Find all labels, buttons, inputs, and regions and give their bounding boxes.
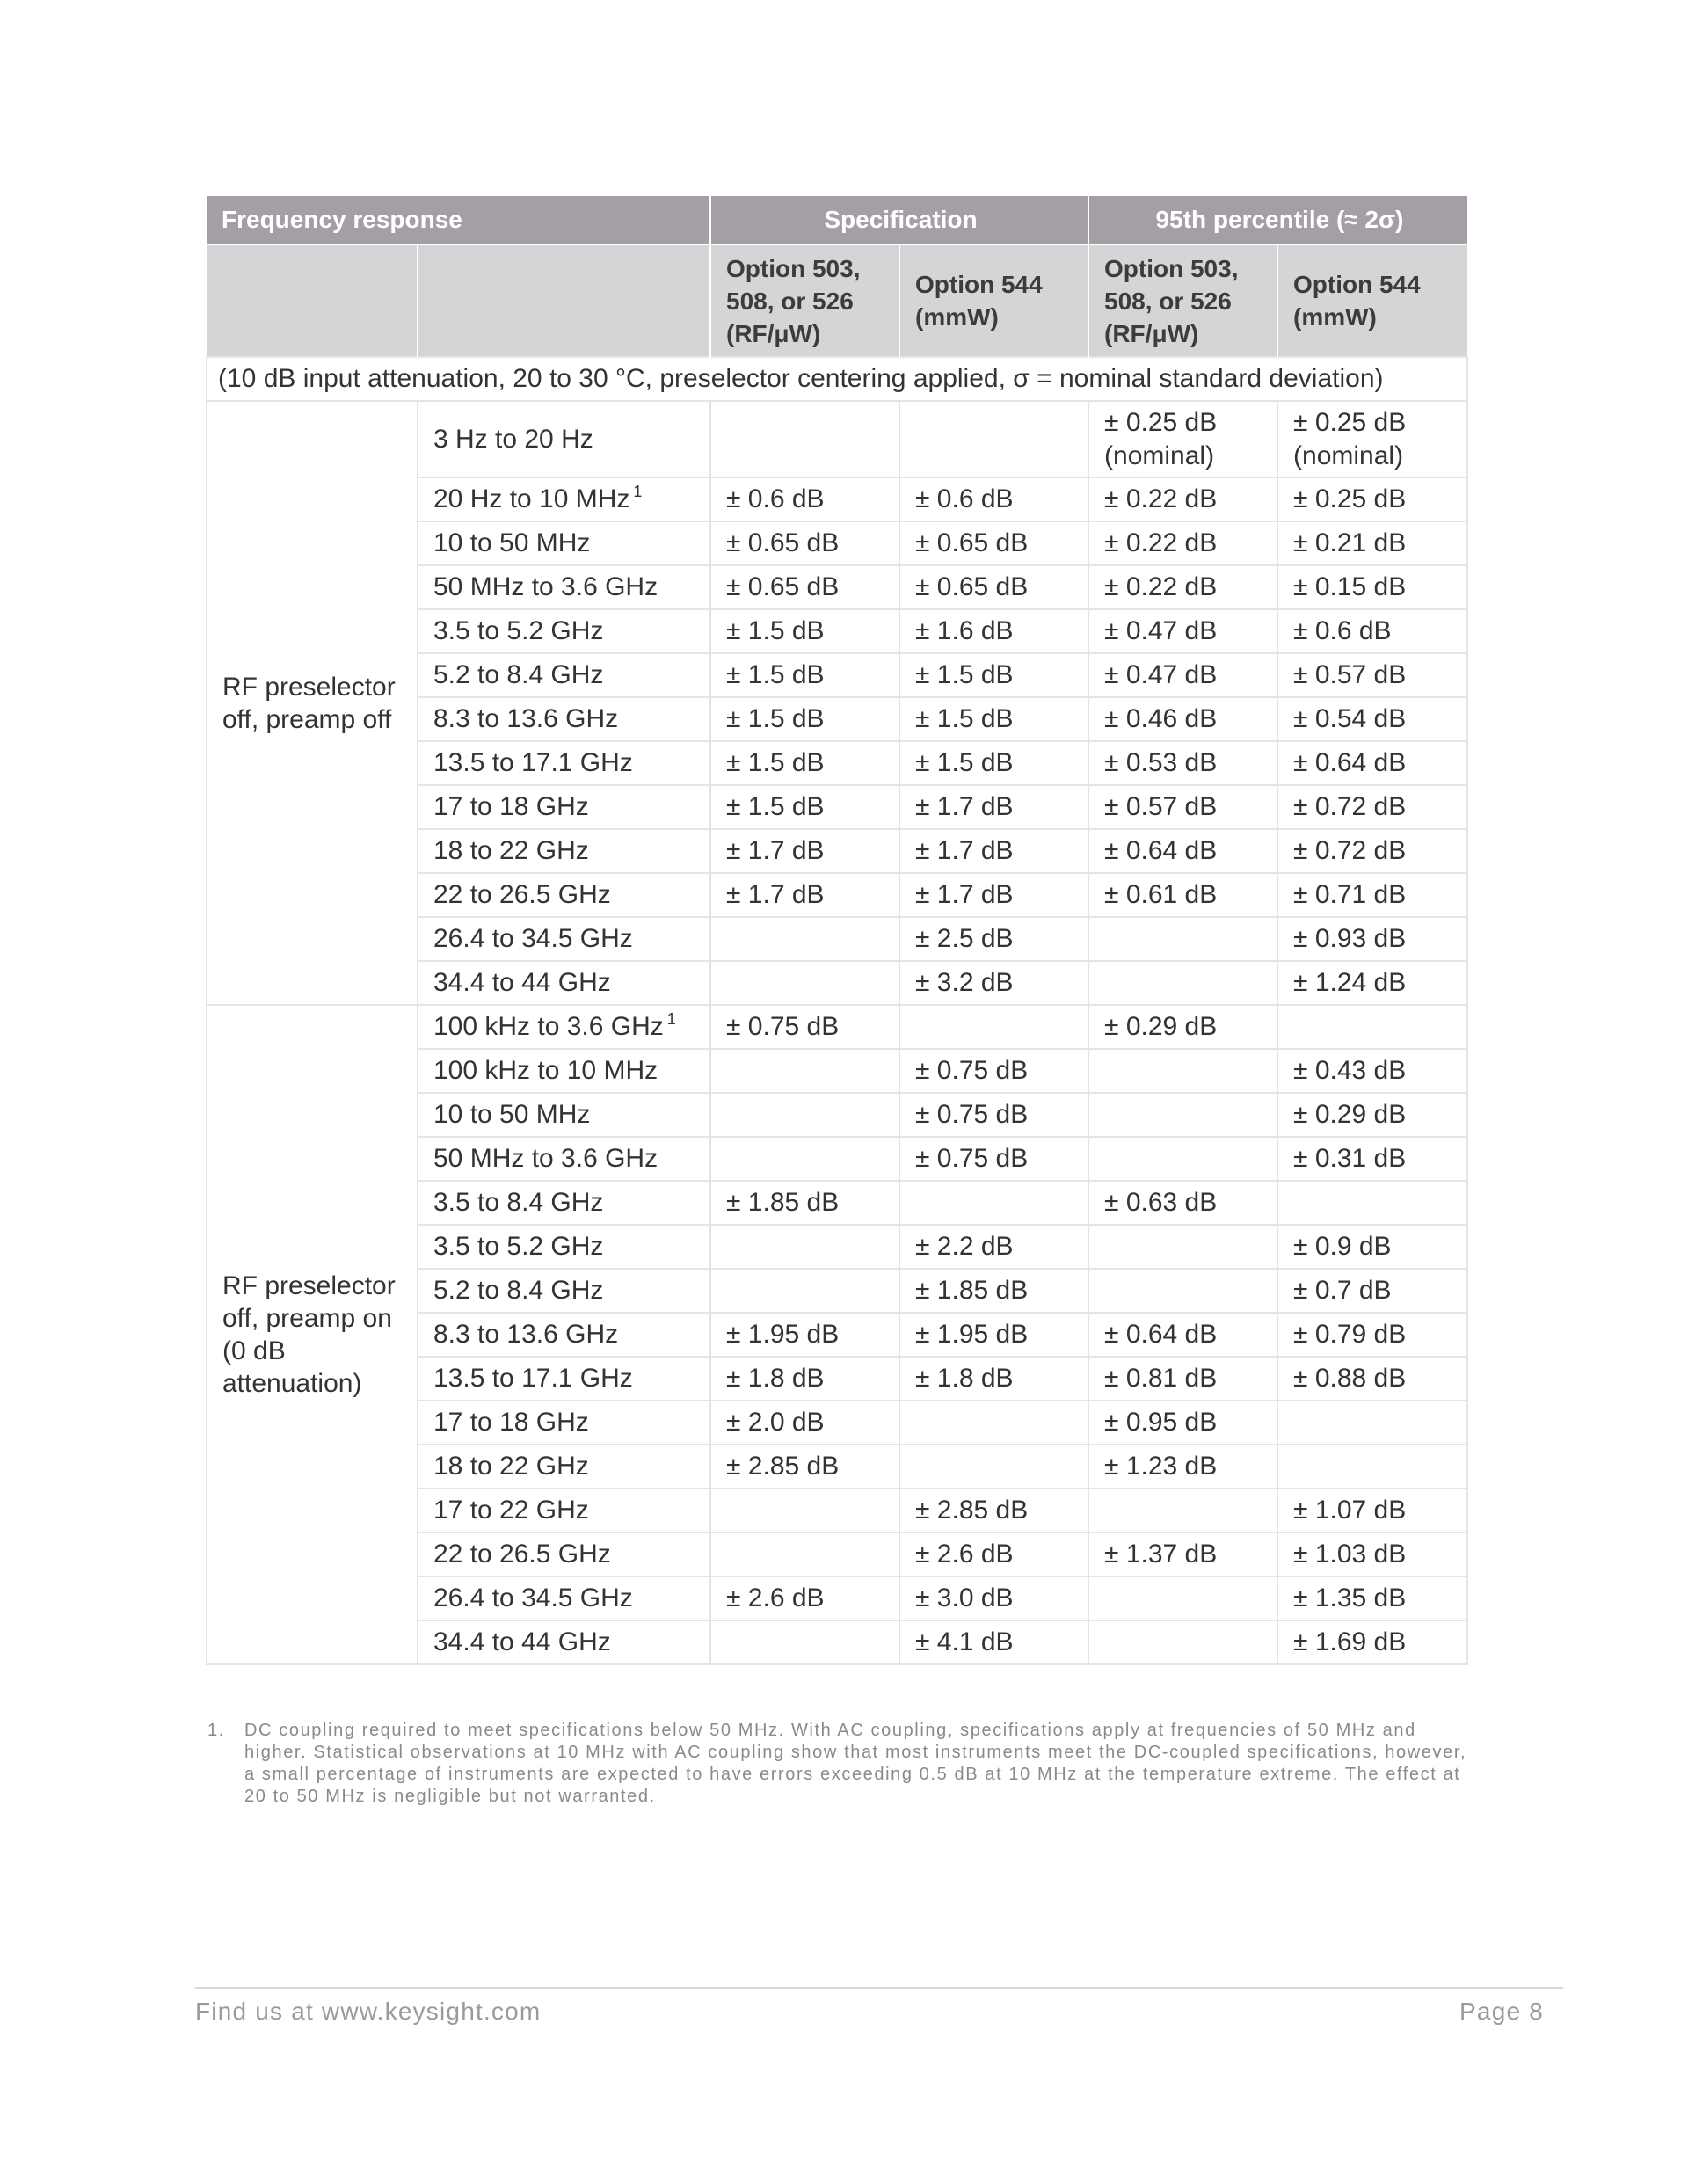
p95-option-544-cell: ± 0.57 dB: [1277, 653, 1467, 697]
footnote-text: DC coupling required to meet specifications below 50 MHz. With AC coupling, specifications apply at frequencies of 50 MHz and higher. Statistical observations at 10 MHz with AC coupling show that most instruments meet the DC-coupled specifications, however, a small percentage of instruments are expected to have errors exceeding 0.5 dB at 10 MHz at the temperature extreme. The effect at 20 to 50 MHz is negligible but not warranted.: [244, 1721, 1467, 1806]
p95-option-544-cell: ± 0.93 dB: [1277, 917, 1467, 961]
frequency-range-cell: [418, 609, 710, 653]
p95-option-544-cell: ± 0.15 dB: [1277, 565, 1467, 609]
p95-option-544-cell: ± 0.31 dB: [1277, 1137, 1467, 1181]
p95-option-544-cell: ± 0.6 dB: [1277, 609, 1467, 653]
spec-option-503-cell: ± 1.5 dB: [710, 653, 899, 697]
p95-option-544-cell: ± 0.79 dB: [1277, 1313, 1467, 1357]
spec-option-503-cell: ± 1.85 dB: [710, 1181, 899, 1225]
frequency-range-text: 22 to 26.5 GHz: [433, 1540, 611, 1569]
footnotes: [207, 1720, 1473, 1808]
frequency-range-text: 10 to 50 MHz: [433, 528, 591, 557]
spec-option-544-cell: ± 0.6 dB: [899, 477, 1088, 521]
p95-option-544-cell: ± 0.25 dB: [1277, 477, 1467, 521]
frequency-range-cell: [418, 1489, 710, 1532]
frequency-range-text: 34.4 to 44 GHz: [433, 1627, 611, 1656]
frequency-range-cell: [418, 401, 710, 477]
frequency-range-cell: [418, 785, 710, 829]
footer-divider: [195, 1987, 1563, 1989]
frequency-range-cell: [418, 653, 710, 697]
spec-option-544-cell: ± 1.85 dB: [899, 1269, 1088, 1313]
spec-option-503-cell: ± 1.95 dB: [710, 1313, 899, 1357]
table-row: [207, 401, 1467, 477]
spec-option-503-cell: [710, 1489, 899, 1532]
spec-option-503-cell: [710, 401, 899, 477]
spec-option-503-cell: ± 1.8 dB: [710, 1357, 899, 1401]
spec-option-503-cell: [710, 1620, 899, 1664]
spec-option-544-cell: ± 0.75 dB: [899, 1137, 1088, 1181]
spec-option-544-cell: ± 3.2 dB: [899, 961, 1088, 1005]
frequency-range-text: 10 to 50 MHz: [433, 1100, 591, 1129]
spec-option-544-cell: [899, 1445, 1088, 1489]
spec-option-544-cell: ± 2.2 dB: [899, 1225, 1088, 1269]
p95-option-544-cell: ± 0.72 dB: [1277, 785, 1467, 829]
spec-option-544-cell: ± 2.5 dB: [899, 917, 1088, 961]
spec-option-503-cell: ± 1.7 dB: [710, 873, 899, 917]
frequency-range-text: 100 kHz to 10 MHz: [433, 1056, 658, 1085]
spec-option-544-cell: ± 0.75 dB: [899, 1049, 1088, 1093]
frequency-range-text: 26.4 to 34.5 GHz: [433, 924, 633, 953]
frequency-range-cell: [418, 1620, 710, 1664]
p95-option-544-cell: ± 0.7 dB: [1277, 1269, 1467, 1313]
subheader-empty-2: [418, 244, 710, 357]
spec-option-544-cell: ± 1.8 dB: [899, 1357, 1088, 1401]
header-95th-percentile: 95th percentile (≈ 2σ): [1088, 196, 1467, 244]
frequency-range-text: 17 to 22 GHz: [433, 1496, 589, 1525]
p95-option-544-cell: ± 0.25 dB (nominal): [1277, 401, 1467, 477]
p95-option-503-cell: ± 1.37 dB: [1088, 1532, 1277, 1576]
spec-option-544-cell: ± 2.6 dB: [899, 1532, 1088, 1576]
p95-option-544-cell: ± 0.72 dB: [1277, 829, 1467, 873]
table-header-row: [207, 196, 1467, 244]
p95-option-544-cell: ± 1.07 dB: [1277, 1489, 1467, 1532]
spec-option-544-cell: ± 1.7 dB: [899, 829, 1088, 873]
subheader-empty-1: [207, 244, 418, 357]
footnote-item: [207, 1720, 1473, 1808]
spec-option-544-cell: ± 4.1 dB: [899, 1620, 1088, 1664]
p95-option-503-cell: ± 0.29 dB: [1088, 1005, 1277, 1049]
subheader-spec-option-503: Option 503, 508, or 526 (RF/μW): [710, 244, 899, 357]
spec-option-544-cell: ± 1.6 dB: [899, 609, 1088, 653]
p95-option-544-cell: ± 1.24 dB: [1277, 961, 1467, 1005]
p95-option-544-cell: ± 0.29 dB: [1277, 1093, 1467, 1137]
spec-option-544-cell: ± 1.7 dB: [899, 785, 1088, 829]
p95-option-544-cell: ± 0.71 dB: [1277, 873, 1467, 917]
p95-option-503-cell: [1088, 1093, 1277, 1137]
frequency-range-text: 3.5 to 8.4 GHz: [433, 1188, 604, 1217]
footnote-reference: 1: [633, 483, 643, 500]
spec-option-503-cell: ± 1.5 dB: [710, 697, 899, 741]
spec-option-503-cell: ± 0.65 dB: [710, 565, 899, 609]
frequency-range-text: 50 MHz to 3.6 GHz: [433, 1144, 658, 1173]
frequency-range-cell: [418, 1576, 710, 1620]
frequency-range-cell: [418, 1357, 710, 1401]
p95-option-503-cell: ± 0.95 dB: [1088, 1401, 1277, 1445]
spec-option-503-cell: [710, 1137, 899, 1181]
frequency-range-cell: [418, 521, 710, 565]
p95-option-503-cell: ± 0.64 dB: [1088, 829, 1277, 873]
frequency-range-cell: [418, 1093, 710, 1137]
footnote-number: 1.: [207, 1721, 225, 1740]
p95-option-503-cell: [1088, 1225, 1277, 1269]
p95-option-544-cell: ± 0.88 dB: [1277, 1357, 1467, 1401]
p95-option-503-cell: ± 1.23 dB: [1088, 1445, 1277, 1489]
frequency-range-text: 17 to 18 GHz: [433, 1408, 589, 1437]
table-row: [207, 1005, 1467, 1049]
header-specification: Specification: [710, 196, 1088, 244]
frequency-range-text: 18 to 22 GHz: [433, 1452, 589, 1481]
frequency-range-text: 3.5 to 5.2 GHz: [433, 1232, 604, 1261]
p95-option-544-cell: ± 0.43 dB: [1277, 1049, 1467, 1093]
p95-option-503-cell: ± 0.22 dB: [1088, 521, 1277, 565]
frequency-range-cell: [418, 829, 710, 873]
spec-option-503-cell: ± 0.65 dB: [710, 521, 899, 565]
spec-option-503-cell: ± 2.85 dB: [710, 1445, 899, 1489]
frequency-range-text: 26.4 to 34.5 GHz: [433, 1583, 633, 1613]
p95-option-503-cell: ± 0.53 dB: [1088, 741, 1277, 785]
frequency-range-cell: [418, 1445, 710, 1489]
p95-option-544-cell: [1277, 1005, 1467, 1049]
spec-option-503-cell: ± 1.5 dB: [710, 609, 899, 653]
spec-option-544-cell: ± 1.7 dB: [899, 873, 1088, 917]
frequency-range-text: 3.5 to 5.2 GHz: [433, 616, 604, 645]
spec-option-503-cell: ± 1.7 dB: [710, 829, 899, 873]
frequency-range-cell: [418, 1005, 710, 1049]
frequency-range-cell: [418, 1269, 710, 1313]
spec-option-544-cell: [899, 1181, 1088, 1225]
frequency-range-cell: [418, 565, 710, 609]
frequency-range-text: 34.4 to 44 GHz: [433, 968, 611, 997]
spec-option-503-cell: [710, 961, 899, 1005]
spec-option-503-cell: [710, 1532, 899, 1576]
p95-option-503-cell: ± 0.22 dB: [1088, 565, 1277, 609]
spec-option-544-cell: ± 0.65 dB: [899, 521, 1088, 565]
spec-option-544-cell: ± 0.65 dB: [899, 565, 1088, 609]
p95-option-503-cell: [1088, 1137, 1277, 1181]
p95-option-544-cell: ± 1.35 dB: [1277, 1576, 1467, 1620]
frequency-range-text: 100 kHz to 3.6 GHz: [433, 1012, 664, 1041]
footer-website: Find us at www.keysight.com: [195, 1998, 542, 2025]
p95-option-503-cell: [1088, 1489, 1277, 1532]
spec-option-544-cell: ± 1.5 dB: [899, 697, 1088, 741]
subheader-p95-option-544: Option 544 (mmW): [1277, 244, 1467, 357]
spec-option-544-cell: [899, 401, 1088, 477]
frequency-range-cell: [418, 1532, 710, 1576]
spec-option-503-cell: [710, 1049, 899, 1093]
group-label: RF preselector off, preamp off: [207, 401, 418, 1005]
frequency-range-text: 3 Hz to 20 Hz: [433, 424, 593, 454]
subheader-spec-option-544: Option 544 (mmW): [899, 244, 1088, 357]
frequency-range-cell: [418, 697, 710, 741]
frequency-range-cell: [418, 1049, 710, 1093]
p95-option-544-cell: [1277, 1445, 1467, 1489]
frequency-range-text: 20 Hz to 10 MHz: [433, 484, 630, 513]
p95-option-503-cell: [1088, 961, 1277, 1005]
p95-option-503-cell: [1088, 1576, 1277, 1620]
spec-option-503-cell: ± 0.75 dB: [710, 1005, 899, 1049]
spec-option-503-cell: ± 1.5 dB: [710, 785, 899, 829]
p95-option-544-cell: ± 0.64 dB: [1277, 741, 1467, 785]
table-subheader-row: [207, 244, 1467, 357]
p95-option-544-cell: ± 1.03 dB: [1277, 1532, 1467, 1576]
frequency-range-cell: [418, 1313, 710, 1357]
p95-option-544-cell: ± 0.9 dB: [1277, 1225, 1467, 1269]
frequency-range-cell: [418, 1401, 710, 1445]
p95-option-503-cell: [1088, 1620, 1277, 1664]
conditions-note: (10 dB input attenuation, 20 to 30 °C, preselector centering applied, σ = nominal standard deviation): [207, 357, 1467, 401]
p95-option-503-cell: [1088, 1269, 1277, 1313]
spec-option-544-cell: ± 3.0 dB: [899, 1576, 1088, 1620]
p95-option-503-cell: ± 0.46 dB: [1088, 697, 1277, 741]
spec-option-503-cell: [710, 1225, 899, 1269]
spec-option-503-cell: ± 2.6 dB: [710, 1576, 899, 1620]
spec-option-503-cell: [710, 917, 899, 961]
frequency-range-text: 5.2 to 8.4 GHz: [433, 660, 604, 689]
p95-option-503-cell: [1088, 1049, 1277, 1093]
p95-option-544-cell: [1277, 1181, 1467, 1225]
frequency-range-text: 5.2 to 8.4 GHz: [433, 1276, 604, 1305]
group-label: RF preselector off, preamp on (0 dB attenuation): [207, 1005, 418, 1664]
table-body: [207, 357, 1467, 1664]
spec-option-544-cell: ± 1.95 dB: [899, 1313, 1088, 1357]
p95-option-544-cell: ± 0.54 dB: [1277, 697, 1467, 741]
conditions-row: [207, 357, 1467, 401]
p95-option-544-cell: [1277, 1401, 1467, 1445]
frequency-range-cell: [418, 741, 710, 785]
spec-option-544-cell: ± 1.5 dB: [899, 653, 1088, 697]
frequency-range-cell: [418, 1225, 710, 1269]
p95-option-503-cell: ± 0.81 dB: [1088, 1357, 1277, 1401]
spec-option-544-cell: [899, 1005, 1088, 1049]
spec-option-544-cell: ± 0.75 dB: [899, 1093, 1088, 1137]
p95-option-503-cell: ± 0.64 dB: [1088, 1313, 1277, 1357]
frequency-range-text: 18 to 22 GHz: [433, 836, 589, 865]
spec-option-544-cell: ± 1.5 dB: [899, 741, 1088, 785]
p95-option-503-cell: ± 0.47 dB: [1088, 609, 1277, 653]
p95-option-503-cell: ± 0.25 dB (nominal): [1088, 401, 1277, 477]
p95-option-503-cell: ± 0.22 dB: [1088, 477, 1277, 521]
frequency-range-text: 22 to 26.5 GHz: [433, 880, 611, 909]
spec-option-503-cell: [710, 1269, 899, 1313]
p95-option-503-cell: [1088, 917, 1277, 961]
frequency-range-text: 13.5 to 17.1 GHz: [433, 748, 633, 777]
frequency-range-text: 8.3 to 13.6 GHz: [433, 1320, 619, 1349]
subheader-p95-option-503: Option 503, 508, or 526 (RF/μW): [1088, 244, 1277, 357]
p95-option-503-cell: ± 0.63 dB: [1088, 1181, 1277, 1225]
p95-option-544-cell: ± 0.21 dB: [1277, 521, 1467, 565]
frequency-range-text: 50 MHz to 3.6 GHz: [433, 572, 658, 601]
spec-option-544-cell: [899, 1401, 1088, 1445]
p95-option-503-cell: ± 0.61 dB: [1088, 873, 1277, 917]
header-frequency-response: Frequency response: [207, 196, 710, 244]
frequency-range-cell: [418, 1181, 710, 1225]
spec-option-503-cell: ± 1.5 dB: [710, 741, 899, 785]
frequency-range-cell: [418, 477, 710, 521]
spec-option-503-cell: ± 2.0 dB: [710, 1401, 899, 1445]
spec-option-503-cell: ± 0.6 dB: [710, 477, 899, 521]
p95-option-503-cell: ± 0.57 dB: [1088, 785, 1277, 829]
spec-option-544-cell: ± 2.85 dB: [899, 1489, 1088, 1532]
frequency-range-cell: [418, 961, 710, 1005]
footnote-reference: 1: [666, 1010, 676, 1028]
p95-option-503-cell: ± 0.47 dB: [1088, 653, 1277, 697]
frequency-range-cell: [418, 873, 710, 917]
frequency-response-table: [206, 196, 1468, 1665]
frequency-range-text: 13.5 to 17.1 GHz: [433, 1364, 633, 1393]
frequency-range-cell: [418, 917, 710, 961]
frequency-range-cell: [418, 1137, 710, 1181]
page-number: Page 8: [1459, 1998, 1544, 2025]
frequency-range-text: 17 to 18 GHz: [433, 792, 589, 821]
spec-option-503-cell: [710, 1093, 899, 1137]
p95-option-544-cell: ± 1.69 dB: [1277, 1620, 1467, 1664]
frequency-range-text: 8.3 to 13.6 GHz: [433, 704, 619, 733]
